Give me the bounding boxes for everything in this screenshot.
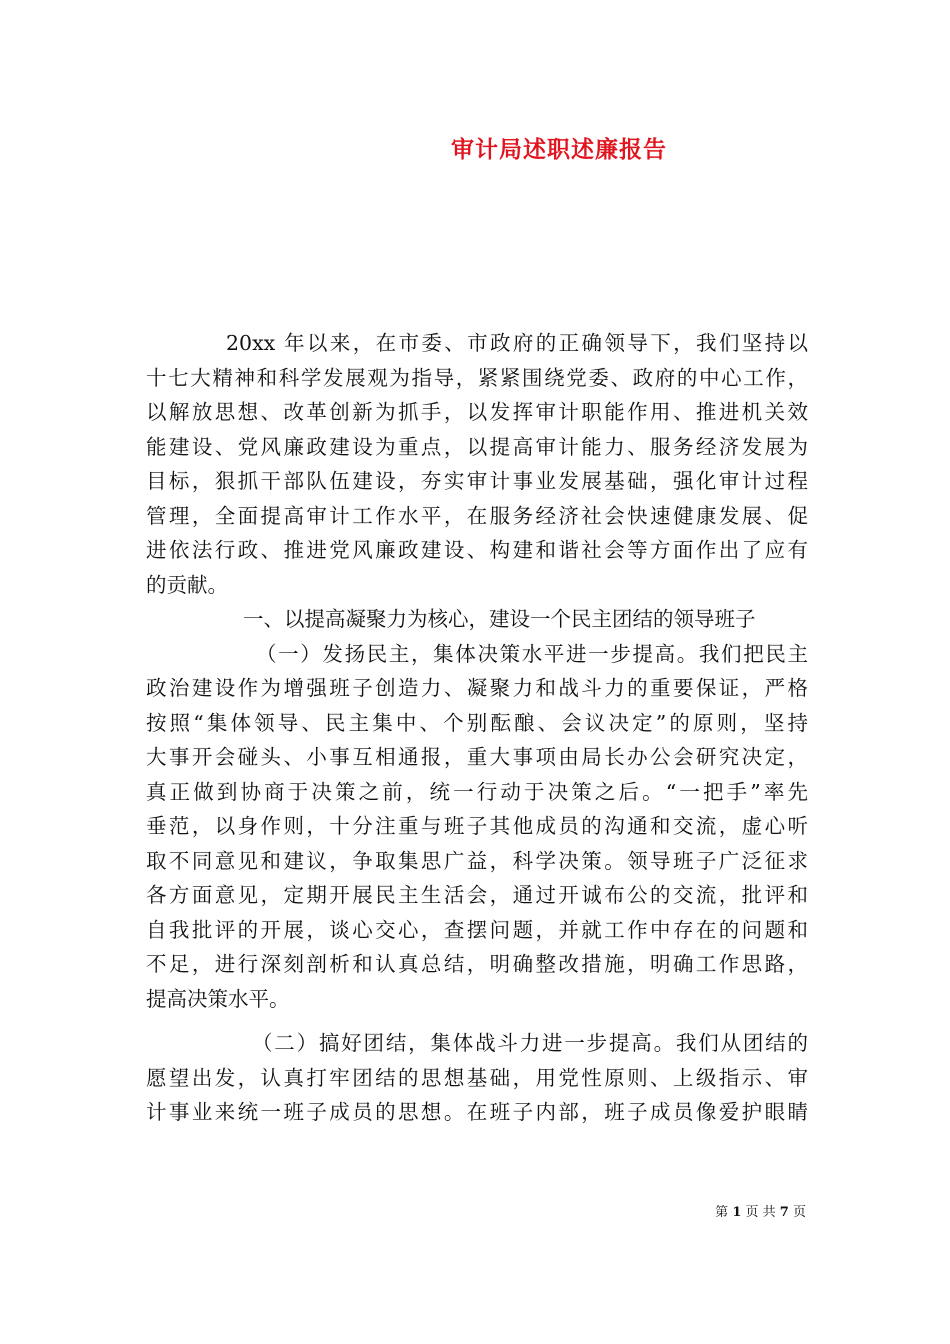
document-body [146, 326, 808, 1130]
paragraph-line: 进依法行政、推进党风廉政建设、构建和谐社会等方面作出了应有 [146, 538, 808, 562]
paragraph-line: 垂范，以身作则，十分注重与班子其他成员的沟通和交流，虚心听 [146, 814, 808, 838]
paragraph-line: 计事业来统一班子成员的思想。在班子内部，班子成员像爱护眼睛 [146, 1100, 808, 1124]
total-pages-number: 7 [779, 1205, 789, 1220]
paragraph-line: 目标，狠抓干部队伍建设，夯实审计事业发展基础，强化审计过程 [146, 469, 808, 493]
paragraph-line: 愿望出发，认真打牢团结的思想基础，用党性原则、上级指示、审 [146, 1065, 808, 1090]
paragraph-line: 20xx 年以来，在市委、市政府的正确领导下，我们坚持以 [226, 331, 808, 355]
paragraph-line: 的贡献。 [146, 572, 228, 597]
paragraph-line: 自我批评的开展，谈心交心，查摆问题，并就工作中存在的问题和 [146, 917, 808, 942]
paragraph-line: 管理，全面提高审计工作水平，在服务经济社会快速健康发展、促 [146, 503, 808, 528]
footer-prefix: 第 [715, 1205, 729, 1220]
current-page-number: 1 [732, 1205, 742, 1220]
paragraph-line: （二）搞好团结，集体战斗力进一步提高。我们从团结的 [252, 1031, 808, 1055]
paragraph-line: 不足，进行深刻剖析和认真总结，明确整改措施，明确工作思路， [146, 952, 808, 976]
footer-middle: 页 共 [745, 1205, 776, 1220]
paragraph-line: （一）发扬民主，集体决策水平进一步提高。我们把民主 [256, 641, 808, 666]
paragraph-line: 以解放思想、改革创新为抓手，以发挥审计职能作用、推进机关效 [146, 400, 808, 424]
section-heading: 一、以提高凝聚力为核心，建设一个民主团结的领导班子 [243, 607, 756, 631]
paragraph-line: 政治建设作为增强班子创造力、凝聚力和战斗力的重要保证，严格 [146, 676, 808, 700]
page-number-footer [715, 1203, 806, 1223]
paragraph-line: 大事开会碰头、小事互相通报，重大事项由局长办公会研究决定， [146, 745, 808, 769]
paragraph-line: 各方面意见，定期开展民主生活会，通过开诚布公的交流，批评和 [146, 883, 808, 907]
paragraph-line: 能建设、党风廉政建设为重点，以提高审计能力、服务经济发展为 [146, 434, 808, 459]
paragraph-line: 提高决策水平。 [146, 986, 290, 1011]
paragraph-line: 取不同意见和建议，争取集思广益，科学决策。领导班子广泛征求 [146, 848, 808, 873]
footer-suffix: 页 [792, 1205, 806, 1220]
paragraph-line: 真正做到协商于决策之前，统一行动于决策之后。“一把手”率先 [146, 779, 808, 804]
page-title: 审计局述职述廉报告 [451, 136, 667, 163]
paragraph-line: 十七大精神和科学发展观为指导，紧紧围绕党委、政府的中心工作， [146, 365, 808, 390]
paragraph-line: 按照“集体领导、民主集中、个别酝酿、会议决定”的原则，坚持 [146, 710, 808, 735]
